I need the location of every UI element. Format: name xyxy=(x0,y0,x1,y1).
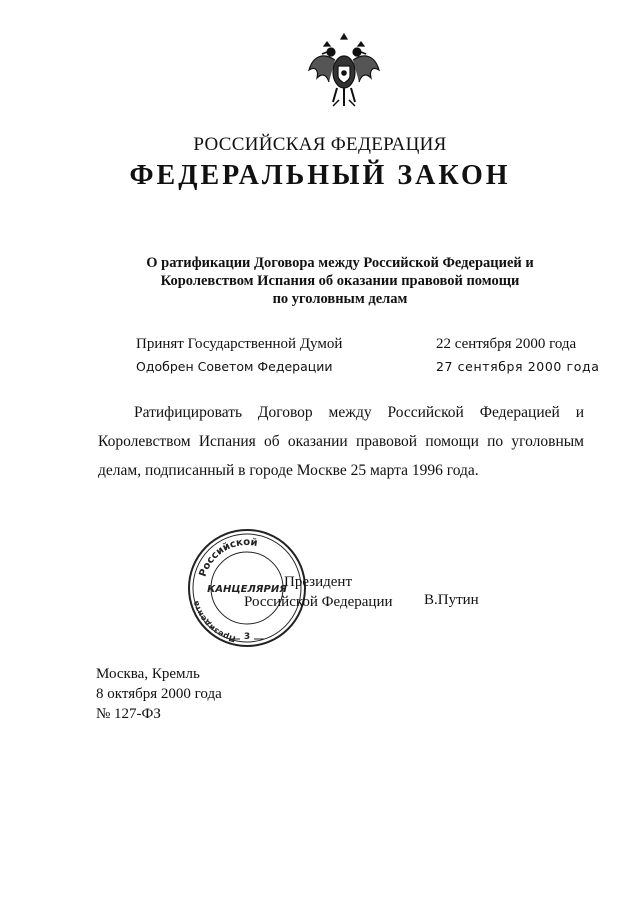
coat-of-arms-icon xyxy=(305,30,383,114)
adopted-date: 22 сентября 2000 года xyxy=(436,336,577,352)
stamp-center-text: КАНЦЕЛЯРИЯ xyxy=(207,584,287,595)
body-line: Королевством Испания об оказании правовой помощи по уголовным xyxy=(98,433,584,450)
law-body xyxy=(98,398,584,485)
svg-text:Президента xyxy=(191,600,236,644)
country-name: РОССИЙСКАЯ ФЕДЕРАЦИЯ xyxy=(193,134,447,155)
approved-date: 27 сентября 2000 года xyxy=(436,359,600,374)
approved-label: Одобрен Советом Федерации xyxy=(136,359,333,374)
law-title xyxy=(120,254,560,308)
law-title-line: по уголовным делам xyxy=(272,291,408,307)
document-type: ФЕДЕРАЛЬНЫЙ ЗАКОН xyxy=(129,160,511,191)
stamp-top-text: Российской xyxy=(197,536,259,579)
signer-name: В.Путин xyxy=(424,592,479,608)
signing-date: 8 октября 2000 года xyxy=(96,686,222,702)
adopted-label: Принят Государственной Думой xyxy=(136,336,343,352)
stamp-number: 3 xyxy=(243,632,251,642)
body-line: Ратифицировать Договор между Российской Федерацией и xyxy=(134,404,584,421)
signer-position xyxy=(244,572,393,612)
signer-position-line: Российской Федерации xyxy=(244,594,393,610)
law-title-line: Королевством Испания об оказании правовой помощи xyxy=(160,273,520,289)
body-line: делам, подписанный в городе Москве 25 марта 1996 года. xyxy=(98,462,479,479)
signing-place: Москва, Кремль xyxy=(96,666,200,682)
law-title-line: О ратификации Договора между Российской Федерацией и xyxy=(146,255,534,271)
law-number: № 127-ФЗ xyxy=(96,706,161,722)
stamp-left-text: Президента xyxy=(191,599,237,644)
signer-position-line: Президент xyxy=(284,574,352,590)
signing-details xyxy=(96,664,222,724)
